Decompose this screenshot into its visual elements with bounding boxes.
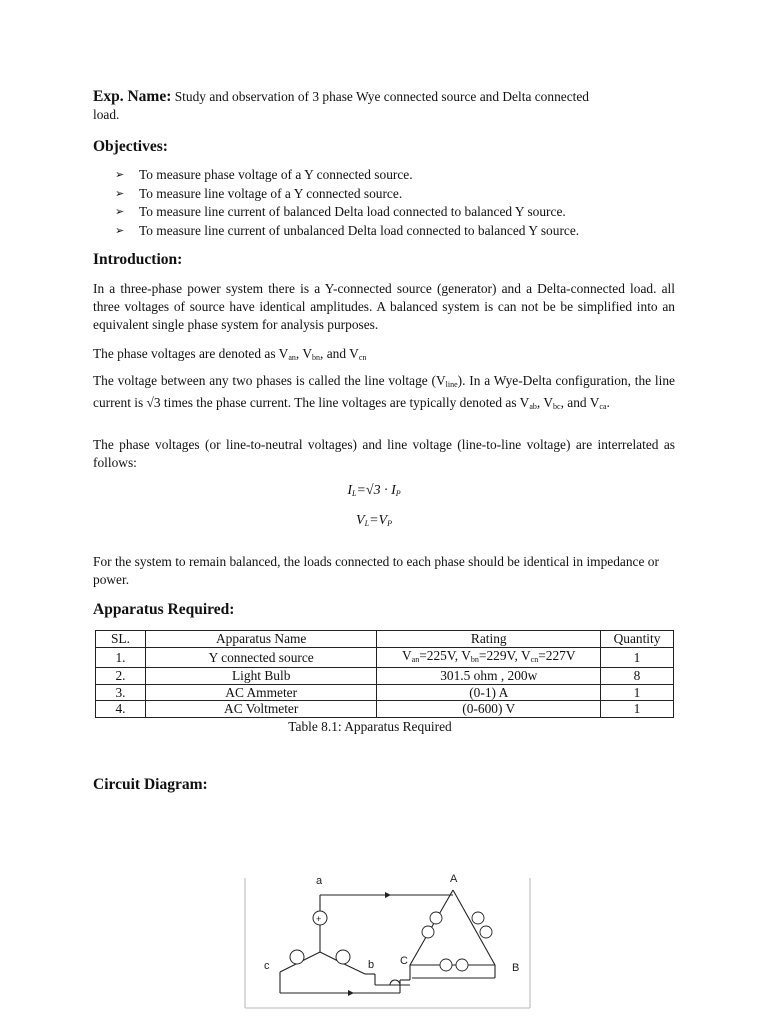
table-cell: 8 xyxy=(601,668,674,685)
light-bulb-icon xyxy=(456,959,468,971)
node-label-c: c xyxy=(264,960,270,972)
table-row xyxy=(96,684,674,701)
table-cell: $V_{an}=225V$, $V_{bn}=229V$, $V_{cn}=227V$ xyxy=(377,647,601,668)
circuit-diagram xyxy=(240,860,540,1010)
table-header-cell: Apparatus Name xyxy=(145,631,377,648)
objective-item: ➢ To measure line current of balanced Delta load connected to balanced Y source. xyxy=(115,203,693,222)
table-cell: (0-1) A xyxy=(377,684,601,701)
voltage-source-icon xyxy=(290,950,304,964)
node-label-C: C xyxy=(400,955,408,967)
table-cell: AC Voltmeter xyxy=(145,701,377,718)
arrow-icon xyxy=(348,990,354,996)
table-header-cell: Rating xyxy=(377,631,601,648)
table-cell: (0-600) V xyxy=(377,701,601,718)
table-cell: 1 xyxy=(601,684,674,701)
node-label-B: B xyxy=(512,962,520,974)
apparatus-heading: Apparatus Required: xyxy=(93,601,235,618)
exp-name-text-cont: load. xyxy=(93,107,120,122)
table-cell: 301.5 ohm , 200w xyxy=(377,668,601,685)
light-bulb-icon xyxy=(422,926,434,938)
table-cell: 2. xyxy=(96,668,146,685)
table-row xyxy=(96,647,674,668)
table-row xyxy=(96,668,674,685)
table-header-cell: SL. xyxy=(96,631,146,648)
table-cell: AC Ammeter xyxy=(145,684,377,701)
voltage-source-icon xyxy=(336,950,350,964)
table-cell: Y connected source xyxy=(145,647,377,668)
arrowhead-bullet-icon: ➢ xyxy=(115,205,125,218)
table-header-row xyxy=(96,631,674,648)
node-label-b: b xyxy=(368,959,375,971)
apparatus-table xyxy=(95,630,674,718)
table-cell: 4. xyxy=(96,701,146,718)
source-polarity-label: + xyxy=(316,914,322,924)
light-bulb-icon xyxy=(472,912,484,924)
formula-line-voltage: $V_L=V_P$ xyxy=(356,513,392,528)
table-cell: 1 xyxy=(601,647,674,668)
table-cell: 1. xyxy=(96,647,146,668)
intro-paragraph-1: In a three-phase power system there is a Y-connected source (generator) and a Delta-connected load. all three voltages of source have identical amplitudes. A balanced system is can not be be simplified into an equivalent single phase system for analysis purposes. xyxy=(93,281,675,332)
intro-paragraph-2: The phase voltages are denoted as $V_{an}$, $V_{bn}$, and $V_{cn}$ xyxy=(93,346,367,362)
arrowhead-bullet-icon: ➢ xyxy=(115,186,125,200)
table-row xyxy=(96,701,674,718)
table-caption: Table 8.1: Apparatus Required xyxy=(288,718,452,734)
table-cell: 3. xyxy=(96,684,146,701)
node-label-A: A xyxy=(450,873,458,885)
objective-item: ➢ To measure line current of unbalanced Delta load connected to balanced Y source. xyxy=(115,222,693,241)
objectives-list xyxy=(93,166,693,240)
intro-paragraph-5: For the system to remain balanced, the loads connected to each phase should be identical in impedance or power. xyxy=(93,554,659,587)
table-cell: Light Bulb xyxy=(145,668,377,685)
table-header-cell: Quantity xyxy=(601,631,674,648)
objectives-heading: Objectives: xyxy=(93,138,168,155)
formula-line-current: $I_L=√3 \cdot I_P$ xyxy=(347,483,401,498)
objective-item: ➢ To measure line voltage of a Y connected source. xyxy=(115,185,693,204)
arrowhead-bullet-icon: ➢ xyxy=(115,168,125,181)
node-label-a: a xyxy=(316,875,323,887)
table-cell: 1 xyxy=(601,701,674,718)
light-bulb-icon xyxy=(480,926,492,938)
circuit-heading: Circuit Diagram: xyxy=(93,776,208,793)
intro-paragraph-4: The phase voltages (or line-to-neutral voltages) and line voltage (line-to-line voltage) are interrelated as follows: xyxy=(93,437,675,470)
light-bulb-icon xyxy=(430,912,442,924)
arrowhead-bullet-icon: ➢ xyxy=(115,223,125,237)
objective-item: ➢ To measure phase voltage of a Y connected source. xyxy=(115,166,693,185)
arrow-icon xyxy=(385,892,391,898)
intro-paragraph-3: The voltage between any two phases is called the line voltage $(V_{line})$. In a Wye-Delta configuration, the line current is √3 times the phase current. The line voltages are typically denoted as $V_{ab}$, $V_{bc}$, and $V_{ca}$. xyxy=(93,373,675,411)
exp-name-label: Exp. Name: xyxy=(93,88,172,105)
light-bulb-icon xyxy=(440,959,452,971)
exp-name-text: Study and observation of 3 phase Wye connected source and Delta connected xyxy=(174,89,590,104)
exp-name-line xyxy=(93,88,675,106)
introduction-heading: Introduction: xyxy=(93,251,183,268)
